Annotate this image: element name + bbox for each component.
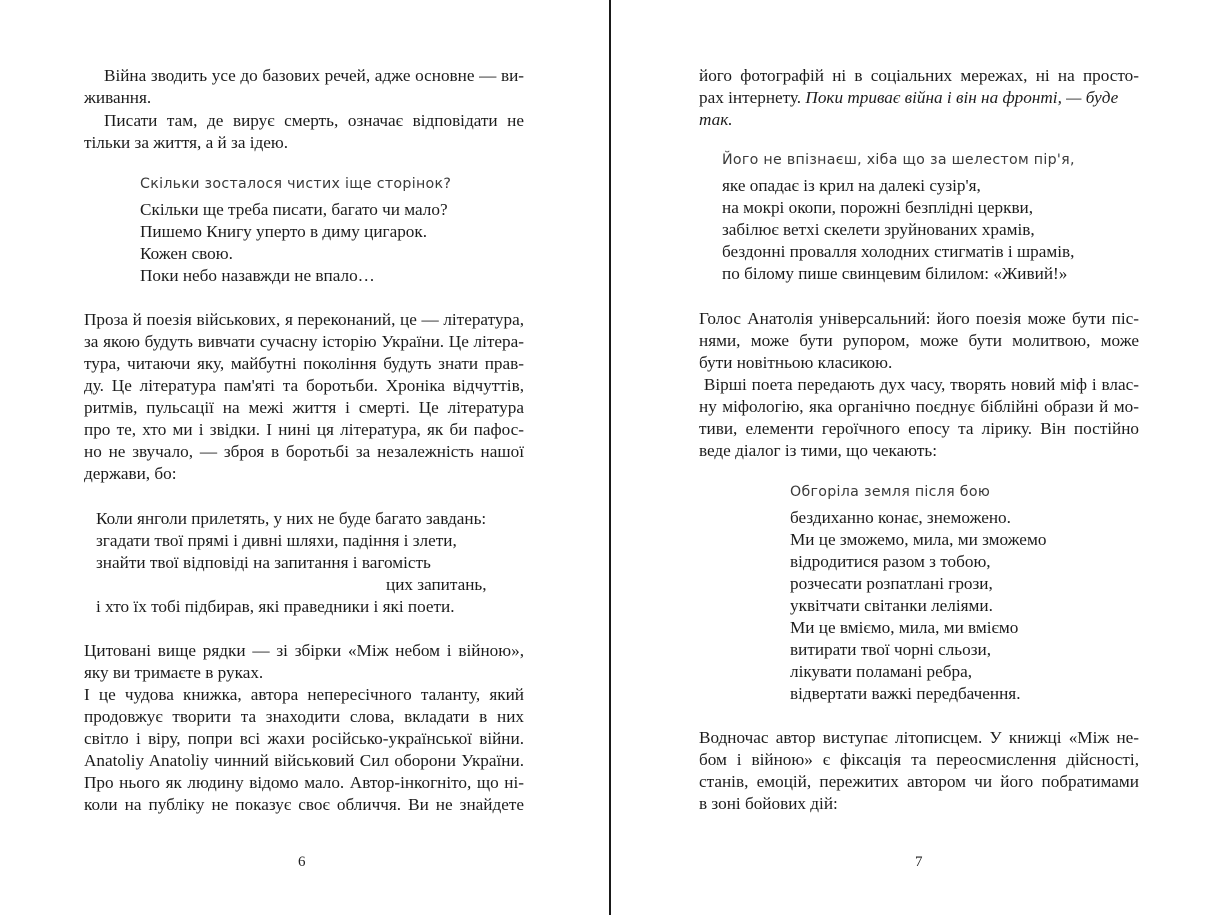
page-number: 6 — [298, 854, 306, 870]
text-line: про те, хто ми і звідки. І нині ця література, як би пафос- — [84, 420, 524, 439]
poem-line: відвертати важкі передбачення. — [790, 684, 1021, 703]
poem-line: лікувати поламані ребра, — [790, 662, 973, 681]
page-number: 7 — [915, 854, 923, 870]
text-line: тиви, елементи героїчного епосу та лірику. Він постійно — [699, 419, 1139, 438]
poem-line: Ми це зможемо, мила, ми зможемо — [790, 530, 1047, 549]
right-page — [611, 0, 1223, 915]
text-line: Війна зводить усе до базових речей, адже основне — ви- — [104, 66, 524, 85]
text-line: бути новітньою класикою. — [699, 353, 893, 372]
text-line: держави, бо: — [84, 464, 177, 483]
text-line: коли на публіку не показує своє обличчя. Ви не знайдете — [84, 795, 524, 814]
italic-quote: Поки триває війна і він на фронті, — буде — [805, 88, 1119, 107]
text-line: Проза й поезія військових, я переконаний, це — література, — [84, 310, 524, 329]
poem-line: знайти твої відповіді на запитання і вагомість — [96, 553, 431, 572]
text-line: яку ви тримаєте в руках. — [84, 663, 264, 682]
poem-line: витирати твої чорні сльози, — [790, 640, 992, 659]
poem-title: Скільки зосталося чистих іще сторінок? — [140, 176, 452, 192]
poem-line: бездиханно конає, знеможено. — [790, 508, 1011, 527]
text-line: но не звучало, — зброя в боротьбі за незалежність нашої — [84, 442, 524, 461]
poem-line: цих запитань, — [386, 575, 487, 594]
poem-line: розчесати розпатлані грози, — [790, 574, 993, 593]
text-line: тільки за життя, а й за ідею. — [84, 133, 289, 152]
poem-line: Пишемо Книгу уперто в диму цигарок. — [140, 222, 428, 241]
poem-title: Обгоріла земля після бою — [790, 484, 991, 500]
text-line: Вірші поета передають дух часу, творять новий міф і влас- — [699, 375, 1139, 394]
poem-line: згадати твої прямі і дивні шляхи, падіння і злети, — [96, 531, 457, 550]
text-line: тура, читаючи яку, майбутні покоління будуть знати прав- — [84, 354, 524, 373]
poem-line: Поки небо назавжди не впало… — [140, 266, 375, 285]
text-line: за якою будуть вивчати сучасну історію України. Це літера- — [84, 332, 524, 351]
text-line: Цитовані вище рядки — зі збірки «Між небом і війною», — [84, 641, 524, 660]
text-line: Водночас автор виступає літописцем. У книжці «Між не- — [699, 728, 1139, 747]
poem-line: забілює ветхі скелети зруйнованих храмів, — [722, 220, 1035, 239]
poem-line: на мокрі окопи, порожні безплідні церкви, — [722, 198, 1034, 217]
left-page — [0, 0, 609, 915]
text-line: бом і війною» є фіксація та переосмислення дійсності, — [699, 750, 1139, 769]
poem-line: Коли янголи прилетять, у них не буде багато завдань: — [96, 509, 487, 528]
text-line: веде діалог із тими, що чекають: — [699, 441, 937, 460]
text-line: Писати там, де вирує смерть, означає відповідати не — [104, 111, 524, 130]
poem-line: уквітчати світанки леліями. — [790, 596, 993, 615]
poem-line: бездонні провалля холодних стигматів і шрамів, — [722, 242, 1075, 261]
text-line: ритмів, пульсації на межі життя і смерті. Це література — [84, 398, 524, 417]
text-line: світло і віру, попри всі жахи російсько-української війни. — [84, 729, 524, 748]
text-line: ну міфологію, яка органічно поєднує біблійні образи й мо- — [699, 397, 1139, 416]
poem-line: по білому пише свинцевим білилом: «Живий!» — [722, 264, 1068, 283]
text-line: ду. Це література пам'яті та боротьби. Хроніка відчуттів, — [84, 376, 524, 395]
text-line: Про нього як людину відомо мало. Автор-інкогніто, що ні- — [84, 773, 524, 792]
text-line: Anatoliy Anatoliy чинний військовий Сил оборони України. — [84, 751, 524, 770]
text-line: живання. — [84, 88, 152, 107]
italic-quote: так. — [699, 110, 733, 129]
poem-line: яке опадає із крил на далекі сузір'я, — [722, 176, 981, 195]
text-line: продовжує творити та знаходити слова, вкладати в них — [84, 707, 524, 726]
text-segment: рах інтернету. — [699, 88, 806, 107]
poem-line: Скільки ще треба писати, багато чи мало? — [140, 200, 448, 219]
poem-line: Ми це вміємо, мила, ми вміємо — [790, 618, 1019, 637]
text-line: станів, емоцій, пережитих автором чи його побратимами — [699, 772, 1139, 791]
text-line: його фотографій ні в соціальних мережах, ні на просто- — [699, 66, 1139, 85]
text-line: І це чудова книжка, автора непересічного таланту, який — [84, 685, 524, 704]
poem-line: Кожен свою. — [140, 244, 233, 263]
poem-title: Його не впізнаєш, хіба що за шелестом пір'я, — [722, 152, 1075, 168]
text-line: Голос Анатолія універсальний: його поезія може бути піс- — [699, 309, 1139, 328]
text-line — [699, 87, 1118, 109]
text-line: нями, може бути рупором, може бути молитвою, може — [699, 331, 1139, 350]
poem-line: і хто їх тобі підбирав, які праведники і які поети. — [96, 597, 455, 616]
poem-line: відродитися разом з тобою, — [790, 552, 991, 571]
text-line: в зоні бойових дій: — [699, 794, 838, 813]
